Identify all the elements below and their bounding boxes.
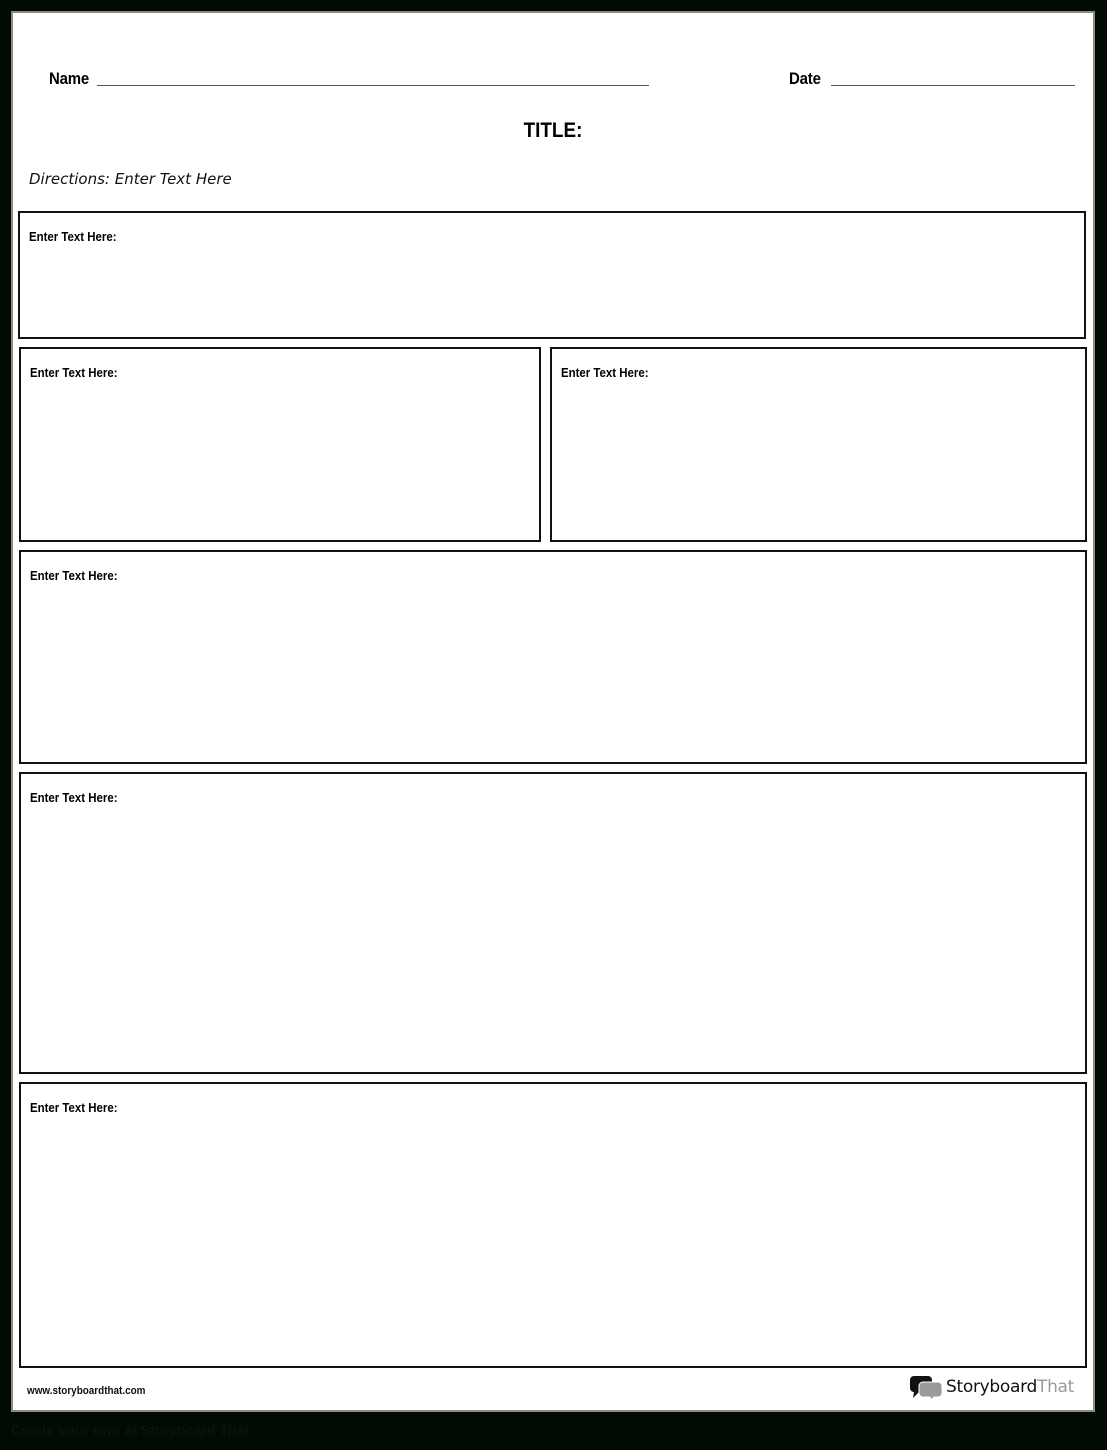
- logo-brand-storyboard: Storyboard: [946, 1377, 1037, 1397]
- storyboardthat-logo[interactable]: [909, 1374, 1074, 1400]
- date-label: Date: [789, 69, 821, 88]
- directions-text: Directions: Enter Text Here: [29, 170, 232, 188]
- text-box-3[interactable]: [550, 347, 1087, 542]
- text-box-4[interactable]: [19, 550, 1087, 764]
- footer-url[interactable]: www.storyboardthat.com: [27, 1385, 146, 1397]
- worksheet-title: TITLE:: [523, 119, 583, 142]
- text-box-2[interactable]: [19, 347, 541, 542]
- text-box-label: Enter Text Here:: [30, 1100, 118, 1115]
- text-box-6[interactable]: [19, 1082, 1087, 1368]
- text-box-label: Enter Text Here:: [30, 790, 118, 805]
- name-input-line[interactable]: [97, 85, 649, 86]
- speech-bubbles-icon: [909, 1374, 943, 1400]
- text-box-label: Enter Text Here:: [30, 365, 118, 380]
- text-box-label: Enter Text Here:: [29, 229, 117, 244]
- text-box-label: Enter Text Here:: [561, 365, 649, 380]
- text-box-5[interactable]: [19, 772, 1087, 1074]
- logo-brand-that: That: [1037, 1377, 1075, 1397]
- name-label: Name: [49, 69, 90, 88]
- date-input-line[interactable]: [831, 85, 1075, 86]
- text-box-label: Enter Text Here:: [30, 568, 118, 583]
- worksheet-page: [11, 11, 1095, 1412]
- create-your-own-link[interactable]: Create your own at Storyboard That: [11, 1422, 250, 1438]
- text-box-1[interactable]: [18, 211, 1086, 339]
